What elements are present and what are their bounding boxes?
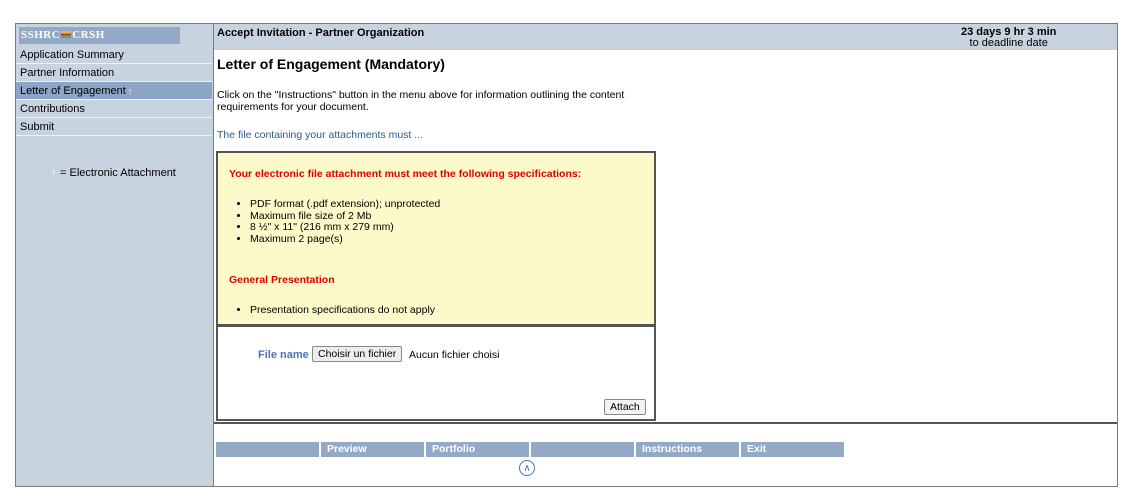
application-frame [15,23,1118,487]
sidebar-item-application-summary[interactable] [16,46,212,64]
up-arrow-icon: ↑ [51,168,56,179]
sidebar-item-label: Application Summary [20,49,124,61]
list-item: • 8 ½" x 11" (216 mm x 279 mm) [250,222,440,234]
sidebar-item-letter-of-engagement[interactable] [16,82,212,100]
portfolio-button[interactable]: Portfolio [426,442,531,457]
list-item: • Maximum 2 page(s) [250,234,440,246]
presentation-list [228,305,435,317]
sidebar-item-partner-information[interactable] [16,64,212,82]
section-heading: Letter of Engagement (Mandatory) [217,56,445,72]
list-item: • Presentation specifications do not apply [250,305,435,317]
specifications-box [216,151,656,326]
attach-button[interactable]: Attach [604,399,646,415]
header-bar [214,24,1117,50]
deadline-days: 23 days 9 hr 3 min [961,26,1057,38]
deadline-label: to deadline date [969,37,1048,49]
sidebar-item-label: Partner Information [20,67,115,79]
specifications-list [228,199,440,245]
toolbar-button-blank[interactable] [531,442,636,457]
specifications-heading: Your electronic file attachment must meet the following specifications: [229,168,582,180]
page-title: Accept Invitation - Partner Organization [217,27,425,39]
bottom-toolbar [216,442,844,457]
file-upload-box [216,326,656,421]
divider [214,422,1117,424]
file-name-label: File name [258,349,309,361]
sidebar [16,24,214,486]
no-file-text: Aucun fichier choisi [409,349,500,361]
file-requirements-link[interactable]: The file containing your attachments must ... [217,129,424,141]
flag-icon [61,31,71,38]
legend-text: = Electronic Attachment [60,167,176,179]
instructions-button[interactable]: Instructions [636,442,741,457]
sidebar-item-submit[interactable] [16,118,212,136]
sidebar-item-label: Letter of Engagement [20,85,126,97]
instructions-text: Click on the "Instructions" button in the menu above for information outlining the content requirements for your document. [217,89,625,113]
sidebar-item-label: Contributions [20,103,85,115]
attachment-legend [51,167,176,179]
up-arrow-icon: ↑ [127,86,133,96]
sidebar-item-label: Submit [20,121,55,133]
exit-button[interactable]: Exit [741,442,844,457]
toolbar-button-blank[interactable] [216,442,321,457]
presentation-heading: General Presentation [229,274,335,286]
deadline-counter [961,27,1056,49]
list-item: • Maximum file size of 2 Mb [250,211,440,223]
sshrc-logo: SSHRC CRSH [19,27,180,44]
scroll-to-top-icon[interactable]: ∧ [519,460,535,476]
list-item: • PDF format (.pdf extension); unprotected [250,199,440,211]
sidebar-item-contributions[interactable] [16,100,212,118]
choose-file-button[interactable]: Choisir un fichier [312,346,402,362]
sidebar-menu [16,46,212,136]
preview-button[interactable]: Preview [321,442,426,457]
